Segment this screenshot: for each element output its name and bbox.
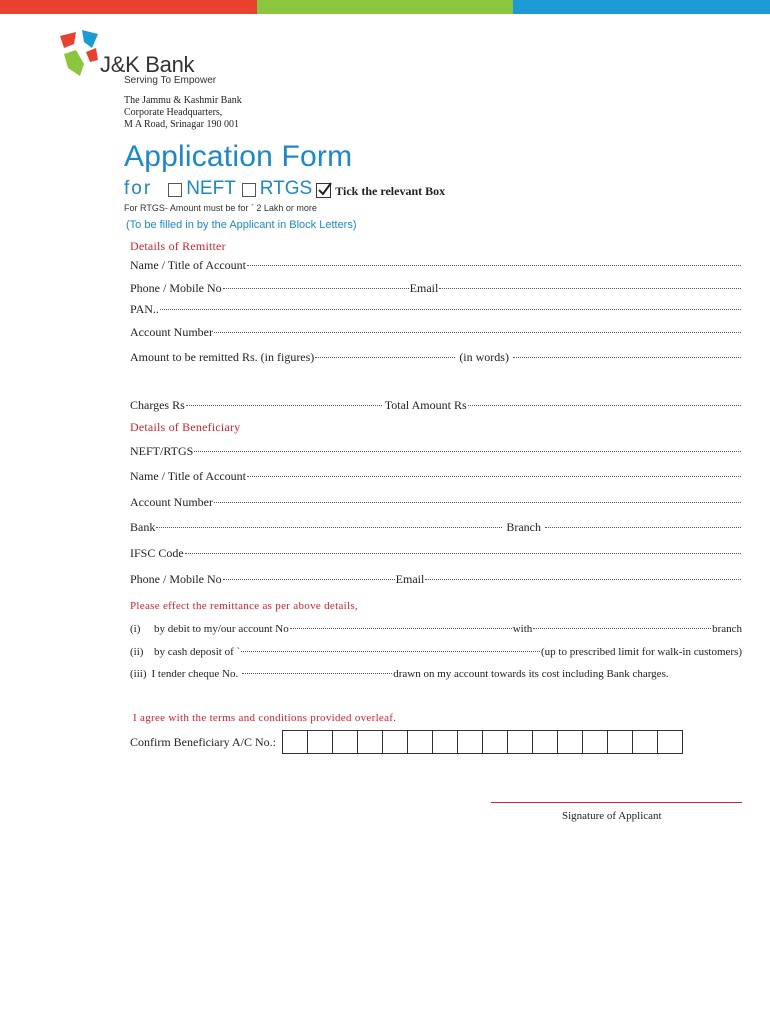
beneficiary-heading: Details of Beneficiary (130, 420, 241, 434)
remitter-account-field[interactable] (130, 325, 742, 340)
beneficiary-bank-label: Bank (130, 520, 156, 534)
account-digit-box[interactable] (582, 730, 608, 754)
account-digit-box[interactable] (507, 730, 533, 754)
account-digit-box[interactable] (407, 730, 433, 754)
remitter-email-label: Email (409, 281, 439, 295)
remitter-phone-label: Phone / Mobile No (130, 281, 222, 295)
remitter-pan-label: PAN.. (130, 302, 159, 316)
remitter-heading: Details of Remitter (130, 239, 226, 253)
beneficiary-name-label: Name / Title of Account (130, 469, 246, 483)
account-digit-box[interactable] (607, 730, 633, 754)
beneficiary-ifsc-label: IFSC Code (130, 546, 184, 560)
top-bar-red (0, 0, 257, 14)
fill-note: (To be filled in by the Applicant in Block Letters) (126, 219, 357, 231)
with-label: with (512, 623, 533, 635)
beneficiary-ifsc-field[interactable] (130, 546, 742, 561)
account-digit-box[interactable] (357, 730, 383, 754)
rtgs-note: For RTGS- Amount must be for ` 2 Lakh or more (124, 203, 317, 213)
terms-agreement: I agree with the terms and conditions provided overleaf. (133, 712, 397, 724)
account-digit-box[interactable] (332, 730, 358, 754)
account-digit-box[interactable] (482, 730, 508, 754)
beneficiary-neft-rtgs-label: NEFT/RTGS (130, 444, 194, 458)
branch-label: branch (712, 623, 742, 635)
top-color-bar (0, 0, 770, 14)
form-title: Application Form (124, 140, 353, 173)
remitter-name-label: Name / Title of Account (130, 258, 246, 272)
signature-line[interactable] (491, 802, 742, 803)
brand-tagline: Serving To Empower (124, 75, 217, 86)
tick-example-icon (316, 183, 331, 198)
cheque-label: I tender cheque No. (151, 668, 239, 680)
option-ii-number: (ii) (130, 646, 144, 658)
tick-note: Tick the relevant Box (335, 183, 446, 198)
account-digit-box[interactable] (307, 730, 333, 754)
debit-account-label: by debit to my/our account No (154, 623, 289, 635)
brand-name: J&K Bank (100, 52, 195, 77)
top-bar-green (257, 0, 513, 14)
account-digit-box[interactable] (382, 730, 408, 754)
option-iii-number: (iii) (130, 668, 147, 680)
beneficiary-bank-row[interactable] (130, 520, 742, 535)
beneficiary-branch-label: Branch (506, 520, 541, 534)
beneficiary-email-label: Email (395, 572, 425, 586)
remitter-pan-field[interactable] (130, 302, 742, 317)
cheque-note: drawn on my account towards its cost including Bank charges. (393, 668, 669, 680)
beneficiary-contact-row[interactable] (130, 572, 742, 587)
top-bar-blue (513, 0, 770, 14)
signature-label: Signature of Applicant (562, 810, 662, 822)
charges-row[interactable] (130, 398, 742, 413)
cheque-row[interactable] (130, 668, 742, 680)
neft-checkbox[interactable] (168, 183, 182, 197)
remittance-heading: Please effect the remittance as per above details, (130, 600, 358, 612)
address-line-2: Corporate Headquarters, (124, 107, 223, 118)
amount-figures-label: Amount to be remitted Rs. (in figures) (130, 350, 315, 364)
remitter-contact-row[interactable] (130, 281, 742, 296)
beneficiary-neft-rtgs-field[interactable] (130, 444, 742, 459)
remitter-amount-row[interactable] (130, 350, 742, 365)
account-digit-box[interactable] (532, 730, 558, 754)
beneficiary-account-field[interactable] (130, 495, 742, 510)
neft-label: NEFT (186, 178, 236, 199)
amount-words-label: (in words) (459, 350, 509, 364)
address-line-3: M A Road, Srinagar 190 001 (124, 119, 239, 130)
total-amount-label: Total Amount Rs (384, 398, 467, 412)
account-digit-box[interactable] (657, 730, 683, 754)
account-digit-box[interactable] (282, 730, 308, 754)
beneficiary-phone-label: Phone / Mobile No (130, 572, 222, 586)
rtgs-checkbox[interactable] (242, 183, 256, 197)
amount-words-continuation[interactable] (130, 373, 742, 374)
transfer-type-row (124, 178, 445, 200)
cash-deposit-row[interactable] (130, 646, 742, 658)
remitter-account-label: Account Number (130, 325, 213, 339)
address-line-1: The Jammu & Kashmir Bank (124, 95, 242, 106)
for-label: for (124, 178, 153, 199)
debit-account-row[interactable] (130, 623, 742, 635)
confirm-account-label: Confirm Beneficiary A/C No.: (130, 735, 276, 749)
account-digit-box[interactable] (432, 730, 458, 754)
cash-limit-note: (up to prescribed limit for walk-in customers) (540, 646, 742, 658)
account-digit-box[interactable] (632, 730, 658, 754)
account-digit-box[interactable] (457, 730, 483, 754)
cash-deposit-label: by cash deposit of ` (154, 646, 241, 658)
option-i-number: (i) (130, 623, 141, 635)
beneficiary-account-label: Account Number (130, 495, 213, 509)
account-digit-box[interactable] (557, 730, 583, 754)
confirm-account-boxes[interactable] (283, 730, 683, 754)
charges-label: Charges Rs (130, 398, 185, 412)
rtgs-label: RTGS (259, 178, 313, 199)
beneficiary-name-field[interactable] (130, 469, 742, 484)
remitter-name-field[interactable] (130, 258, 742, 273)
